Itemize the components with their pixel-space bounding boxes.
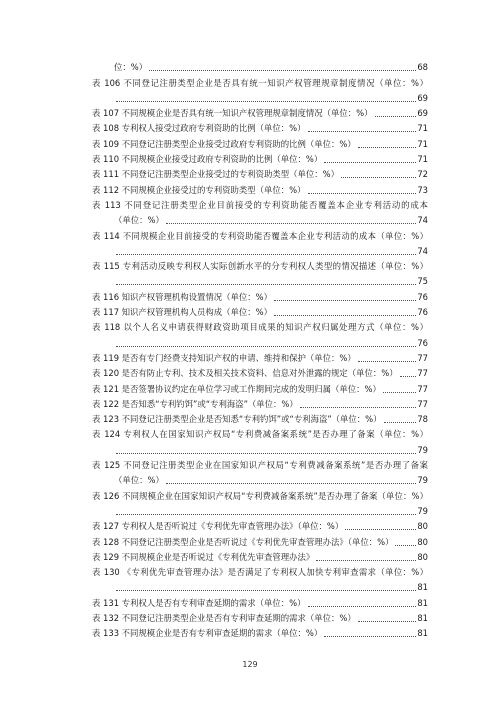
toc-entry-title: 表 109 不同登记注册类型企业接受过政府专利资助的比例（单位：%） xyxy=(92,138,356,149)
toc-entry[interactable] xyxy=(92,563,428,594)
toc-entry[interactable] xyxy=(92,379,428,394)
toc-entry-page: 71 xyxy=(417,154,428,165)
toc-entry-page: 78 xyxy=(417,414,428,425)
toc-entry-title: 表 122 是否知悉“专利钓饵”或“专利海盗”（单位：%） xyxy=(92,398,298,409)
dot-leader xyxy=(116,100,416,102)
toc-entry-page: 81 xyxy=(417,612,428,623)
toc-entry[interactable] xyxy=(92,119,428,134)
dot-leader xyxy=(308,192,417,194)
toc-entry-title: 表 113 不同登记注册类型企业目前接受的专利资助能否覆盖本企业专利活动的成本 xyxy=(92,199,428,210)
dot-leader xyxy=(308,130,417,132)
toc-entry-page: 81 xyxy=(417,582,428,593)
toc-entry[interactable] xyxy=(92,410,428,425)
toc-entry[interactable] xyxy=(92,517,428,532)
toc-entry[interactable] xyxy=(92,425,428,456)
toc-entry[interactable] xyxy=(92,318,428,349)
toc-entry-page: 80 xyxy=(417,536,428,547)
toc-entry-page: 80 xyxy=(417,521,428,532)
toc-entry-page: 71 xyxy=(417,138,428,149)
toc-entry[interactable] xyxy=(92,134,428,149)
dot-leader xyxy=(383,391,416,393)
dot-leader xyxy=(345,528,416,530)
dot-leader xyxy=(395,544,416,546)
toc-entry-title: 表 129 不同规模企业是否听说过《专利优先审查管理办法》 xyxy=(92,551,315,562)
dot-leader xyxy=(149,69,416,71)
toc-entry-title: 表 115 专利活动反映专利权人实际创新水平的分专利权人类型的情况描述（单位：%） xyxy=(92,261,428,272)
dot-leader xyxy=(316,559,416,561)
toc-entry[interactable] xyxy=(92,548,428,563)
toc-entry-page: 76 xyxy=(417,307,428,318)
toc-entry[interactable] xyxy=(92,532,428,547)
dot-leader xyxy=(341,176,416,178)
toc-entry[interactable] xyxy=(92,150,428,165)
dot-leader xyxy=(116,513,416,515)
toc-entry-page: 71 xyxy=(417,123,428,134)
dot-leader xyxy=(358,360,417,362)
toc-entry-page: 80 xyxy=(417,551,428,562)
page-number: 129 xyxy=(242,660,258,669)
toc-entry-page: 79 xyxy=(417,505,428,516)
toc-entry[interactable] xyxy=(92,104,428,119)
toc-entry-title: 表 117 知识产权管理机构人员构成（单位：%） xyxy=(92,307,273,318)
toc-entry-title: 表 123 不同登记注册类型企业是否知悉“专利钓饵”或“专利海盗”（单位：%） xyxy=(92,414,382,425)
toc-entry[interactable] xyxy=(92,486,428,517)
toc-entry-page: 74 xyxy=(417,245,428,256)
toc-entry-page: 77 xyxy=(417,383,428,394)
toc-entry-page: 68 xyxy=(417,62,428,73)
toc-entry-title: 表 114 不同规模企业目前接受的专利资助能否覆盖本企业专利活动的成本（单位：%） xyxy=(92,230,428,241)
toc-entry[interactable] xyxy=(92,349,428,364)
dot-leader xyxy=(300,406,417,408)
toc-entry[interactable] xyxy=(92,180,428,195)
toc-entry-page: 81 xyxy=(417,597,428,608)
toc-entry[interactable] xyxy=(92,58,428,73)
dot-leader xyxy=(274,314,416,316)
toc-entry-title: 表 125 不同登记注册类型企业在国家知识产权局“专利费减备案系统”是否办理了备案 xyxy=(92,460,428,471)
dot-leader xyxy=(324,161,416,163)
dot-leader xyxy=(116,589,416,591)
toc-entry-page: 81 xyxy=(417,628,428,639)
toc-entry[interactable] xyxy=(92,196,428,227)
toc-entry-title: 表 121 是否签署协议约定在单位学习或工作期间完成的发明归属（单位：%） xyxy=(92,383,381,394)
toc-entry-title: 表 124 专利权人在国家知识产权局“专利费减备案系统”是否办理了备案（单位：%） xyxy=(92,429,428,440)
toc-entry-title: 表 112 不同规模企业接受过的专利资助类型（单位：%） xyxy=(92,184,306,195)
dot-leader xyxy=(166,222,416,224)
toc-entry[interactable] xyxy=(92,456,428,487)
toc-entry-title: 表 118 以个人名义申请获得财政资助项目成果的知识产权归属处理方式（单位：%） xyxy=(92,322,428,333)
toc-entry-page: 75 xyxy=(417,276,428,287)
toc-entry-title: 表 128 不同登记注册类型企业是否听说过《专利优先审查管理办法》（单位：%） xyxy=(92,536,394,547)
dot-leader xyxy=(358,620,417,622)
toc-entry[interactable] xyxy=(92,257,428,288)
dot-leader xyxy=(384,421,417,423)
toc-entry-page: 79 xyxy=(417,444,428,455)
toc-entry-title: 表 119 是否有专门经费支持知识产权的申请、维持和保护（单位：%） xyxy=(92,352,356,363)
toc-entry-title: 表 131 专利权人是否有专利审查延期的需求（单位：%） xyxy=(92,597,306,608)
dot-leader xyxy=(400,375,417,377)
dot-leader xyxy=(324,635,416,637)
dot-leader xyxy=(358,146,417,148)
dot-leader xyxy=(116,253,416,255)
dot-leader xyxy=(116,283,416,285)
toc-entry[interactable] xyxy=(92,395,428,410)
dot-leader xyxy=(375,115,417,117)
toc-entry-page: 77 xyxy=(417,352,428,363)
toc-entry-title: 表 106 不同登记注册类型企业是否具有统一知识产权管理规章制度情况（单位：%） xyxy=(92,77,428,88)
table-of-contents xyxy=(92,58,428,639)
toc-entry-title: （单位：%） xyxy=(114,475,164,486)
toc-entry-page: 72 xyxy=(417,169,428,180)
toc-entry[interactable] xyxy=(92,303,428,318)
toc-entry-page: 77 xyxy=(417,398,428,409)
dot-leader xyxy=(116,452,416,454)
toc-entry-title: 表 132 不同登记注册类型企业是否有专利审查延期的需求（单位：%） xyxy=(92,612,356,623)
toc-entry-page: 74 xyxy=(417,215,428,226)
toc-entry-page: 76 xyxy=(417,291,428,302)
toc-entry-title: 表 111 不同登记注册类型企业接受过的专利资助类型（单位：%） xyxy=(92,169,340,180)
toc-entry[interactable] xyxy=(92,593,428,608)
toc-entry[interactable] xyxy=(92,73,428,104)
toc-entry-title: 表 126 不同规模企业在国家知识产权局“专利费减备案系统”是否办理了备案（单位：%） xyxy=(92,490,428,501)
toc-entry-title: 表 130 《专利优先审查管理办法》是否满足了专利权人加快专利审查需求（单位：%） xyxy=(92,567,428,578)
toc-entry-page: 73 xyxy=(417,184,428,195)
toc-entry-title: 表 133 不同规模企业是否有专利审查延期的需求（单位：%） xyxy=(92,628,323,639)
dot-leader xyxy=(116,345,416,347)
toc-entry-title: 表 120 是否有防止专利、技术及相关技术资料、信息对外泄露的规定（单位：%） xyxy=(92,368,398,379)
toc-entry-page: 77 xyxy=(417,368,428,379)
toc-entry-title: 位：%） xyxy=(114,62,148,73)
toc-entry-title: 表 127 专利权人是否听说过《专利优先审查管理办法》（单位：%） xyxy=(92,521,344,532)
toc-entry-page: 76 xyxy=(417,337,428,348)
toc-entry[interactable] xyxy=(92,609,428,624)
dot-leader xyxy=(308,605,417,607)
dot-leader xyxy=(274,299,416,301)
toc-entry-title: 表 107 不同规模企业是否具有统一知识产权管理规章制度情况（单位：%） xyxy=(92,108,373,119)
toc-entry[interactable] xyxy=(92,165,428,180)
toc-entry-title: 表 110 不同规模企业接受过政府专利资助的比例（单位：%） xyxy=(92,154,323,165)
toc-entry-title: （单位：%） xyxy=(114,215,164,226)
toc-entry[interactable] xyxy=(92,364,428,379)
toc-entry-page: 69 xyxy=(417,92,428,103)
toc-entry-page: 69 xyxy=(417,108,428,119)
toc-entry-page: 79 xyxy=(417,475,428,486)
toc-entry[interactable] xyxy=(92,226,428,257)
toc-entry[interactable] xyxy=(92,624,428,639)
dot-leader xyxy=(166,482,416,484)
toc-entry-title: 表 108 专利权人接受过政府专利资助的比例（单位：%） xyxy=(92,123,306,134)
toc-entry[interactable] xyxy=(92,287,428,302)
toc-entry-title: 表 116 知识产权管理机构设置情况（单位：%） xyxy=(92,291,273,302)
